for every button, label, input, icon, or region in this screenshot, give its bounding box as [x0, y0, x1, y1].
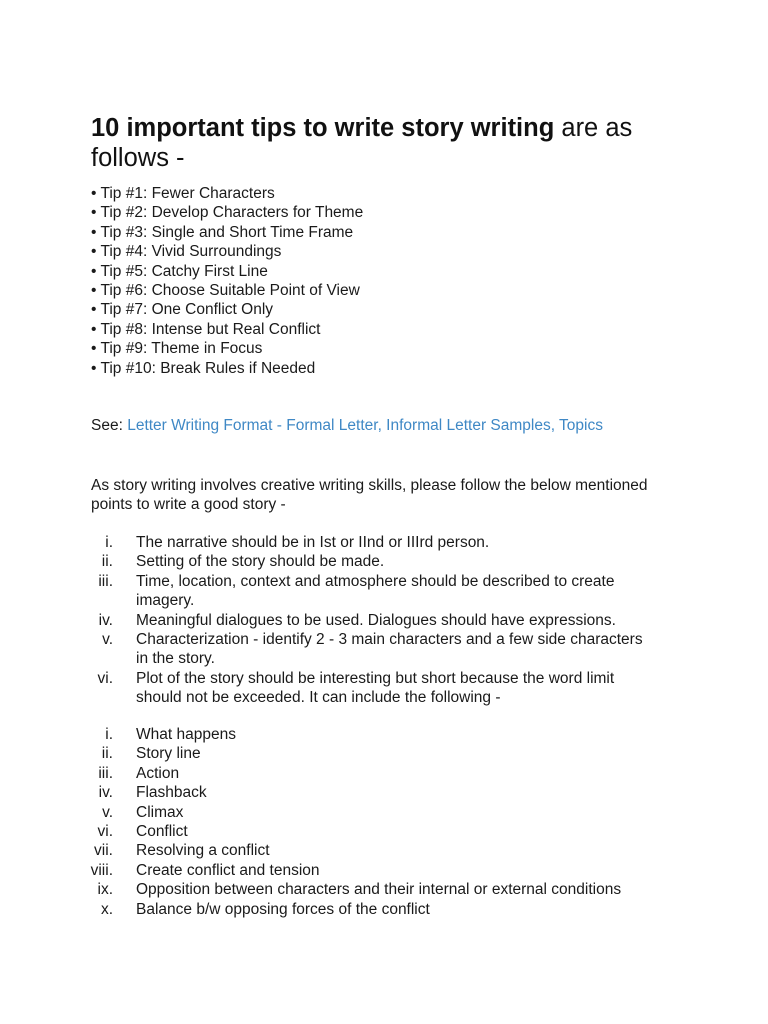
list-number: ii.	[101, 553, 113, 571]
list-text: Meaningful dialogues to be used. Dialogues should have expressions.	[136, 611, 616, 629]
list-number: ii.	[101, 745, 113, 763]
list-text: Time, location, context and atmosphere should be described to create imagery.	[136, 572, 615, 610]
list-item	[80, 803, 656, 822]
list-number: v.	[102, 631, 113, 649]
list-item	[80, 552, 656, 571]
tip-item: • Tip #2: Develop Characters for Theme	[91, 204, 364, 222]
list-item	[80, 822, 656, 841]
list-number: vi.	[97, 823, 113, 841]
list-text: What happens	[136, 726, 236, 743]
list-number: viii.	[90, 861, 113, 879]
list-text: Create conflict and tension	[136, 861, 320, 879]
list-item	[80, 630, 656, 669]
list-item	[80, 880, 656, 899]
tip-item: • Tip #10: Break Rules if Needed	[91, 359, 316, 377]
list-text: Flashback	[136, 784, 207, 802]
list-text: Balance b/w opposing forces of the conflict	[136, 900, 430, 918]
list-item	[80, 900, 656, 919]
title-rest-text: are as follows -	[91, 114, 633, 172]
list-number: i.	[105, 726, 113, 743]
list-text: Plot of the story should be interesting but short because the word limit should not be exceeded. It can include the following -	[136, 669, 615, 707]
list-item	[80, 611, 656, 630]
list-item	[80, 783, 656, 802]
list-number: ix.	[97, 881, 113, 899]
list-text: Characterization - identify 2 - 3 main characters and a few side characters in the story.	[136, 631, 643, 668]
tip-item: • Tip #6: Choose Suitable Point of View	[91, 282, 360, 300]
list-item	[80, 861, 656, 880]
list-item	[80, 725, 656, 744]
plot-elements-list	[80, 725, 656, 919]
list-item	[80, 744, 656, 763]
list-text: Action	[136, 764, 180, 782]
list-number: v.	[102, 803, 113, 821]
list-item	[80, 533, 656, 552]
list-text: Opposition between characters and their internal or external conditions	[136, 881, 622, 899]
tip-item: • Tip #3: Single and Short Time Frame	[91, 223, 354, 241]
list-item	[80, 764, 656, 783]
list-item	[80, 669, 656, 708]
page-title	[91, 113, 711, 173]
intro-paragraph: As story writing involves creative writing skills, please follow the below mentioned points to write a good story -	[91, 477, 648, 514]
list-text: Resolving a conflict	[136, 842, 270, 860]
list-item	[80, 572, 656, 611]
tip-item: • Tip #4: Vivid Surroundings	[91, 243, 282, 261]
tip-item: • Tip #9: Theme in Focus	[91, 340, 263, 358]
story-points-list	[80, 533, 656, 708]
list-number: iii.	[98, 764, 113, 782]
see-also	[91, 416, 603, 436]
list-text: Conflict	[136, 823, 188, 841]
list-number: i.	[105, 534, 113, 551]
list-text: Climax	[136, 803, 184, 821]
list-number: iv.	[98, 784, 113, 802]
tip-item: • Tip #7: One Conflict Only	[91, 301, 274, 319]
letter-writing-format-link[interactable]: Letter Writing Format - Formal Letter, Informal Letter Samples, Topics	[127, 417, 603, 434]
list-number: x.	[100, 900, 113, 918]
title-bold-text: 10 important tips to write story writing	[91, 114, 555, 142]
list-number: iv.	[98, 611, 113, 629]
tip-item: • Tip #5: Catchy First Line	[91, 262, 268, 280]
list-number: vi.	[97, 669, 113, 687]
list-number: vii.	[94, 842, 113, 860]
tip-item: • Tip #8: Intense but Real Conflict	[91, 320, 321, 338]
list-item	[80, 841, 656, 860]
tip-item: • Tip #1: Fewer Characters	[91, 185, 275, 202]
see-prefix: See:	[91, 417, 128, 434]
list-text: Story line	[136, 745, 201, 763]
list-number: iii.	[98, 572, 113, 590]
list-text: The narrative should be in Ist or IInd or IIIrd person.	[136, 534, 490, 551]
tips-list	[91, 184, 363, 378]
list-text: Setting of the story should be made.	[136, 553, 385, 571]
